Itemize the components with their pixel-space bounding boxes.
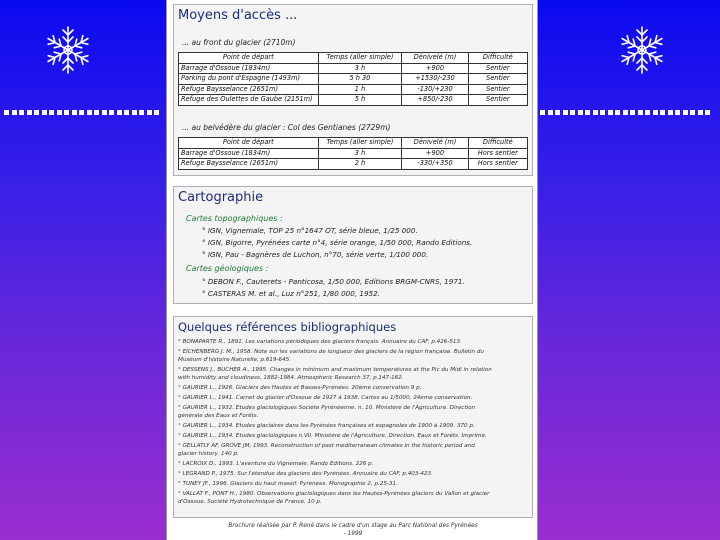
geo-map-item: ° CASTERAS M. et al., Luz n°251, 1/80 000, 1952. (202, 289, 380, 298)
topo-map-item: ° IGN, Pau - Bagnères de Luchon, n°70, série verte, 1/100 000. (202, 250, 429, 259)
divider-dot (570, 110, 575, 115)
divider-dot (623, 110, 628, 115)
table-cell: 5 h 30 (318, 74, 402, 85)
table-cell: Sentier (468, 74, 527, 85)
table-cell: Hors sentier (468, 148, 527, 159)
table-cell: -330/+350 (402, 159, 468, 170)
divider-dot (94, 110, 99, 115)
bibliography-line: ° GELLATLY AF, GROVE JM, 1993. Reconstruction of past mediterranean climates in the historic period and (178, 443, 475, 449)
cartography-panel (173, 186, 533, 304)
divider-dot (555, 110, 560, 115)
table-header-cell: Dénivelé (m) (402, 138, 468, 149)
divider-dot (593, 110, 598, 115)
divider-dot (645, 110, 650, 115)
table-header-cell: Point de départ (179, 53, 319, 64)
table-cell: Sentier (468, 84, 527, 95)
divider-dot (102, 110, 107, 115)
table-cell: Barrage d'Ossoue (1834m) (179, 148, 319, 159)
divider-dot (615, 110, 620, 115)
table-cell: Refuge Baysselance (2651m) (179, 84, 319, 95)
divider-dot (578, 110, 583, 115)
bibliography-line: ° GAURIER L., 1932. Etudes glaciologiques Société Pyrénéenne. n. 10. Ministère de l'Agriculture. Direction (178, 405, 476, 411)
divider-dot (124, 110, 129, 115)
table-cell: +850/-230 (402, 95, 468, 106)
table-cell: 3 h (318, 63, 402, 74)
divider-dot (49, 110, 54, 115)
divider-dot (12, 110, 17, 115)
table-header-cell: Difficulté (468, 138, 527, 149)
table-cell: Sentier (468, 63, 527, 74)
bibliography-title: Quelques références bibliographiques (178, 320, 397, 334)
table-cell: -130/+230 (402, 84, 468, 95)
table-cell: Refuge des Oulettes de Gaube (2151m) (179, 95, 319, 106)
table-header-cell: Dénivelé (m) (402, 53, 468, 64)
table-cell: +900 (402, 148, 468, 159)
divider-dot (87, 110, 92, 115)
dotted-divider-right (540, 110, 716, 118)
table-cell: +900 (402, 63, 468, 74)
divider-dot (630, 110, 635, 115)
snowflake-icon (42, 24, 94, 76)
document-page (166, 0, 538, 540)
table-cell: Refuge Baysselance (2651m) (179, 159, 319, 170)
access-front-subtitle: ... au front du glacier (2710m) (182, 38, 296, 47)
table-row (179, 63, 528, 74)
access-belvedere-table (178, 137, 528, 170)
access-panel (173, 4, 533, 176)
bibliography-line: ° DESSENS J., BÜCHER A., 1995. Changes in minimum and maximum temperatures at the Pic du Midi in relation (178, 367, 492, 373)
bibliography-line: ° GAURIER L., 1941. Carnet du glacier d'Ossoue de 1927 à 1938. Cartes au 1/5000, 24ème conservation. (178, 395, 473, 401)
bibliography-line: with humidity and cloudiness, 1882-1984. Atmospheric Research 37, p.147-162. (178, 375, 404, 381)
divider-dot (19, 110, 24, 115)
table-cell: Barrage d'Ossoue (1834m) (179, 63, 319, 74)
divider-dot (34, 110, 39, 115)
access-front-table (178, 52, 528, 106)
cartography-title: Cartographie (178, 190, 264, 205)
table-cell: Hors sentier (468, 159, 527, 170)
table-cell: 2 h (318, 159, 402, 170)
bibliography-line: glacier history. 140 p. (178, 451, 239, 457)
divider-dot (698, 110, 703, 115)
geo-maps-heading: Cartes géologiques : (186, 264, 269, 273)
bibliography-line: ° EICHENBERG J. M., 1958. Note sur les variations de longueur des glaciers de la région française. Bulletin du (178, 349, 484, 355)
topo-maps-heading: Cartes topographiques : (186, 214, 283, 223)
divider-dot (540, 110, 545, 115)
divider-dot (585, 110, 590, 115)
divider-dot (600, 110, 605, 115)
brochure-footer-year: - 1999 (343, 531, 363, 537)
table-row (179, 74, 528, 85)
divider-dot (675, 110, 680, 115)
brochure-footer: Brochure réalisée par P. René dans le cadre d'un stage au Parc National des Pyrénées (228, 523, 478, 529)
table-cell: +1530/-230 (402, 74, 468, 85)
divider-dot (79, 110, 84, 115)
divider-dot (608, 110, 613, 115)
table-row (179, 159, 528, 170)
table-cell: Sentier (468, 95, 527, 106)
divider-dot (4, 110, 9, 115)
divider-dot (132, 110, 137, 115)
bibliography-panel (173, 316, 533, 518)
snowflake-icon (616, 24, 668, 76)
divider-dot (57, 110, 62, 115)
divider-dot (147, 110, 152, 115)
table-header-cell: Difficulté (468, 53, 527, 64)
divider-dot (117, 110, 122, 115)
divider-dot (109, 110, 114, 115)
table-header-cell: Point de départ (179, 138, 319, 149)
bibliography-line: générale des Eaux et Forêts. (178, 413, 259, 419)
table-cell: Parking du pont d'Espagne (1493m) (179, 74, 319, 85)
bibliography-line: ° LEGRAND P., 1975. Sur l'étendue des glaciers des Pyrénées. Annuaire du CAF, p.403-423. (178, 471, 433, 477)
divider-dot (683, 110, 688, 115)
topo-map-item: ° IGN, Vignemale, TOP 25 n°1647 OT, série bleue, 1/25 000. (202, 226, 418, 235)
topo-map-item: ° IGN, Bigorre, Pyrénées carte n°4, série orange, 1/50 000, Rando Editions. (202, 238, 473, 247)
bibliography-line: Muséum d'histoire Naturelle, p.619-645. (178, 357, 291, 363)
divider-dot (653, 110, 658, 115)
table-header-row (179, 138, 528, 149)
divider-dot (72, 110, 77, 115)
bibliography-line: ° GAURIER L., 1934. Etudes glaciologiques n.VII. Ministère de l'Agriculture. Direction. Eaux et Forêts. Imprimé. (178, 433, 487, 439)
divider-dot (638, 110, 643, 115)
table-cell: 5 h (318, 95, 402, 106)
table-cell: 1 h (318, 84, 402, 95)
table-header-cell: Temps (aller simple) (318, 138, 402, 149)
bibliography-line: ° GAURIER L., 1934. Etudes glaciaires dans les Pyrénées françaises et espagnoles de 1900 à 1909. 370 p. (178, 423, 475, 429)
table-header-row (179, 53, 528, 64)
divider-dot (563, 110, 568, 115)
divider-dot (27, 110, 32, 115)
divider-dot (705, 110, 710, 115)
table-row (179, 84, 528, 95)
table-header-cell: Temps (aller simple) (318, 53, 402, 64)
divider-dot (668, 110, 673, 115)
divider-dot (660, 110, 665, 115)
divider-dot (548, 110, 553, 115)
divider-dot (42, 110, 47, 115)
divider-dot (690, 110, 695, 115)
bibliography-line: d'Ossoue. Société Hydrotechnique de France. 10 p. (178, 499, 322, 505)
access-title: Moyens d'accès ... (178, 8, 298, 23)
geo-map-item: ° DEBON F., Cauterets - Panticosa, 1/50 000, Editions BRGM-CNRS, 1971. (202, 277, 465, 286)
dotted-divider-left (4, 110, 164, 118)
bibliography-line: ° LACROIX D., 1993. L'aventure du Vignemale. Rando Editions. 226 p. (178, 461, 374, 467)
bibliography-line: ° BONAPARTE R., 1891. Les variations périodiques des glaciers français. Annuaire du CAF, p.426-513. (178, 339, 462, 345)
divider-dot (154, 110, 159, 115)
bibliography-line: ° VALLAT F., PONT H., 1980. Observations glaciologiques dans les Hautes-Pyrénées glaciers du Vallon et glacier (178, 491, 490, 497)
divider-dot (64, 110, 69, 115)
table-cell: 3 h (318, 148, 402, 159)
bibliography-line: ° GAURIER L., 1926. Glaciers des Hautes et Basses-Pyrénées. 20ème conservation 9 p. (178, 385, 422, 391)
table-row (179, 95, 528, 106)
table-row (179, 148, 528, 159)
access-belvedere-subtitle: ... au belvédère du glacier : Col des Gentianes (2729m) (182, 123, 391, 132)
bibliography-line: ° TUNEY JF., 1996. Glaciers du haut massif. Pyrénées. Monographie 2, p.25-31. (178, 481, 398, 487)
divider-dot (139, 110, 144, 115)
